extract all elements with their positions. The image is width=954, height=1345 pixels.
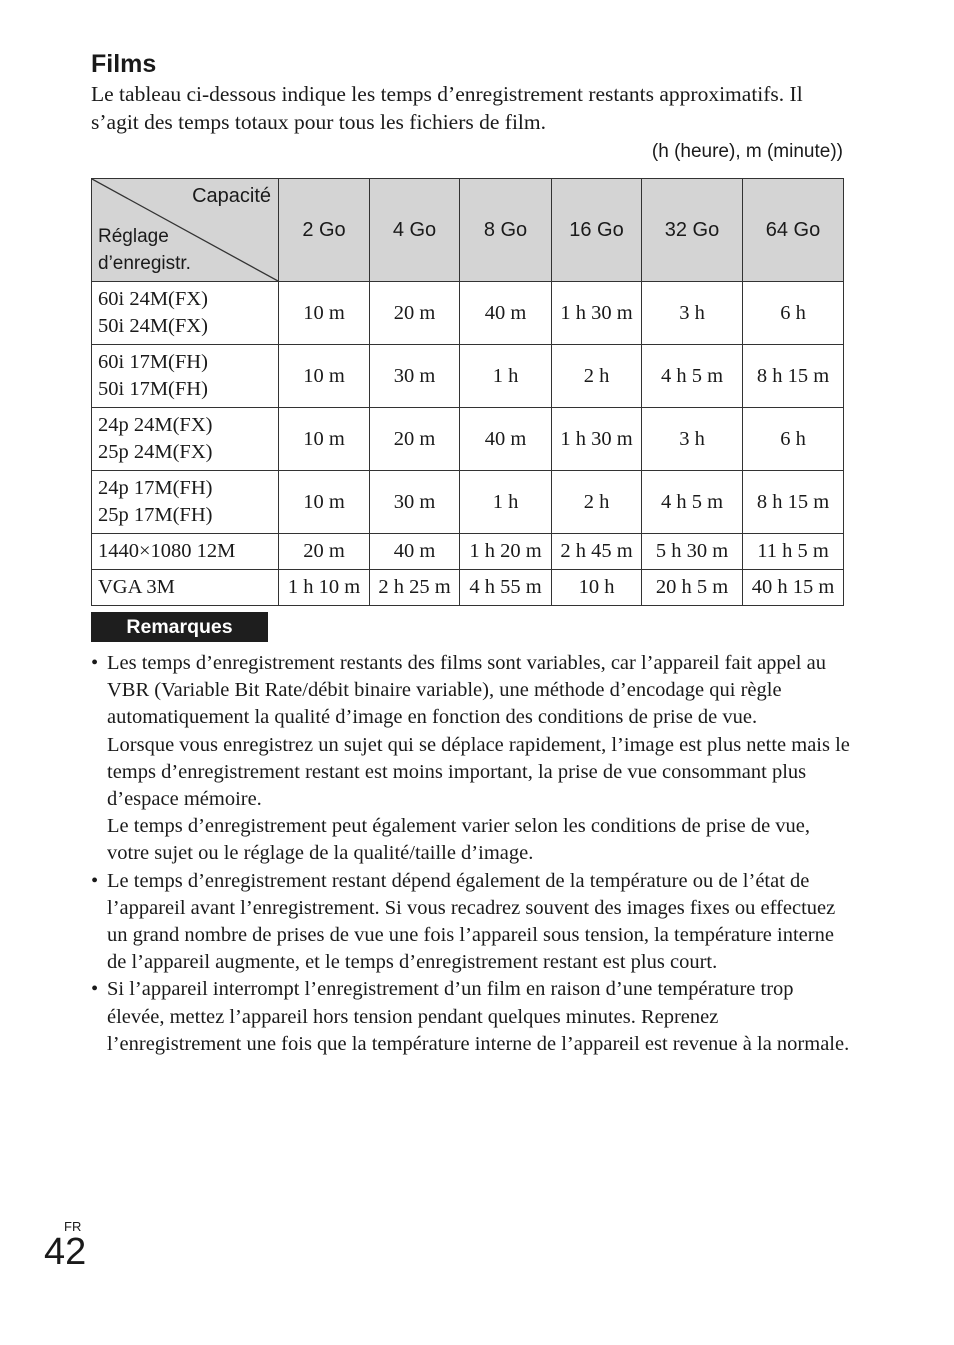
- list-item: [91, 868, 851, 977]
- table-cell: 1 h 10 m: [279, 570, 370, 606]
- recording-setting-header: Réglage d’enregistr.: [98, 226, 191, 274]
- column-header: 64 Go: [743, 179, 844, 282]
- capacity-header: Capacité: [192, 185, 271, 207]
- table-cell: 40 m: [460, 282, 552, 345]
- table-cell: 11 h 5 m: [743, 534, 844, 570]
- table-row: [92, 471, 844, 534]
- table-cell: 10 m: [279, 345, 370, 408]
- page-number: 42: [44, 1231, 87, 1273]
- table-cell: 1 h: [460, 471, 552, 534]
- row-label: VGA 3M: [92, 570, 279, 606]
- intro-paragraph: Le tableau ci-dessous indique les temps d’enregistrement restants approximatifs. Il s’agit des temps totaux pour tous les fichiers de film.: [91, 82, 803, 134]
- table-cell: 10 m: [279, 408, 370, 471]
- remark-paragraph: Le temps d’enregistrement restant dépend également de la température ou de l’état de l’appareil avant l’enregistrement. Si vous recadrez souvent des images fixes ou effectuez un grand nombre de prises de vue une fois l’appareil sous tension, la température interne de l’appareil augmente, et le temps d’enregistrement restant est plus court.: [107, 869, 836, 974]
- row-label: 24p 17M(FH) 25p 17M(FH): [92, 471, 279, 534]
- table-row: [92, 570, 844, 606]
- table-cell: 6 h: [743, 408, 844, 471]
- column-header: 4 Go: [370, 179, 460, 282]
- table-cell: 40 m: [370, 534, 460, 570]
- table-cell: 3 h: [642, 282, 743, 345]
- remark-paragraph: Lorsque vous enregistrez un sujet qui se déplace rapidement, l’image est plus nette mais le temps d’enregistrement restant est moins important, la prise de vue consommant plus d’espace mémoire.: [107, 733, 850, 811]
- table-cell: 1 h 20 m: [460, 534, 552, 570]
- table-cell: 8 h 15 m: [743, 345, 844, 408]
- table-cell: 5 h 30 m: [642, 534, 743, 570]
- table-cell: 10 m: [279, 471, 370, 534]
- table-cell: 3 h: [642, 408, 743, 471]
- table-cell: 20 m: [370, 408, 460, 471]
- language-tag: FR: [64, 1219, 82, 1234]
- table-cell: 10 m: [279, 282, 370, 345]
- column-header: 8 Go: [460, 179, 552, 282]
- table-cell: 20 h 5 m: [642, 570, 743, 606]
- row-label: 60i 17M(FH) 50i 17M(FH): [92, 345, 279, 408]
- table-cell: 10 h: [552, 570, 642, 606]
- table-row: [92, 408, 844, 471]
- table-cell: 8 h 15 m: [743, 471, 844, 534]
- remarks-list: [91, 650, 851, 1058]
- list-item: [91, 650, 851, 868]
- table-cell: 1 h 30 m: [552, 282, 642, 345]
- table-cell: 4 h 5 m: [642, 345, 743, 408]
- remarks-label: Remarques: [91, 612, 268, 642]
- section-title: Films: [91, 50, 157, 78]
- table-cell: 30 m: [370, 471, 460, 534]
- remark-paragraph: Si l’appareil interrompt l’enregistrement d’un film en raison d’une température trop élevée, mettez l’appareil hors tension pendant quelques minutes. Reprenez l’enregistrement une fois que la température interne de l’appareil est revenue à la normale.: [107, 978, 850, 1055]
- table-cell: 1 h: [460, 345, 552, 408]
- row-label: 1440×1080 12M: [92, 534, 279, 570]
- table-header-row: [92, 179, 844, 282]
- table-cell: 30 m: [370, 345, 460, 408]
- units-legend: (h (heure), m (minute)): [651, 141, 843, 162]
- table-cell: 2 h 45 m: [552, 534, 642, 570]
- table-cell: 40 h 15 m: [743, 570, 844, 606]
- bullet-icon: •: [91, 652, 99, 674]
- bullet-icon: •: [91, 978, 99, 1001]
- row-label: 60i 24M(FX) 50i 24M(FX): [92, 282, 279, 345]
- remark-paragraph: Les temps d’enregistrement restants des films sont variables, car l’appareil fait appel au VBR (Variable Bit Rate/débit binaire variable), une méthode d’encodage qui règle automatiquement la qualité d’image en fonction des conditions de prise de vue.: [107, 652, 826, 729]
- table-cell: 2 h: [552, 345, 642, 408]
- recording-time-table: [91, 178, 844, 606]
- table-row: [92, 282, 844, 345]
- remark-paragraph: Le temps d’enregistrement peut également varier selon les conditions de prise de vue, votre sujet ou le réglage de la qualité/taille d’image.: [107, 815, 811, 865]
- column-header: 2 Go: [279, 179, 370, 282]
- list-item: [91, 976, 851, 1058]
- table-cell: 2 h: [552, 471, 642, 534]
- column-header: 32 Go: [642, 179, 743, 282]
- row-label: 24p 24M(FX) 25p 24M(FX): [92, 408, 279, 471]
- table-cell: 4 h 55 m: [460, 570, 552, 606]
- table-cell: 4 h 5 m: [642, 471, 743, 534]
- bullet-icon: •: [91, 869, 99, 892]
- table-cell: 20 m: [279, 534, 370, 570]
- table-row: [92, 534, 844, 570]
- table-cell: 1 h 30 m: [552, 408, 642, 471]
- column-header: 16 Go: [552, 179, 642, 282]
- table-cell: 20 m: [370, 282, 460, 345]
- table-cell: 2 h 25 m: [370, 570, 460, 606]
- corner-header-cell: [92, 179, 279, 282]
- table-row: [92, 345, 844, 408]
- table-cell: 6 h: [743, 282, 844, 345]
- table-cell: 40 m: [460, 408, 552, 471]
